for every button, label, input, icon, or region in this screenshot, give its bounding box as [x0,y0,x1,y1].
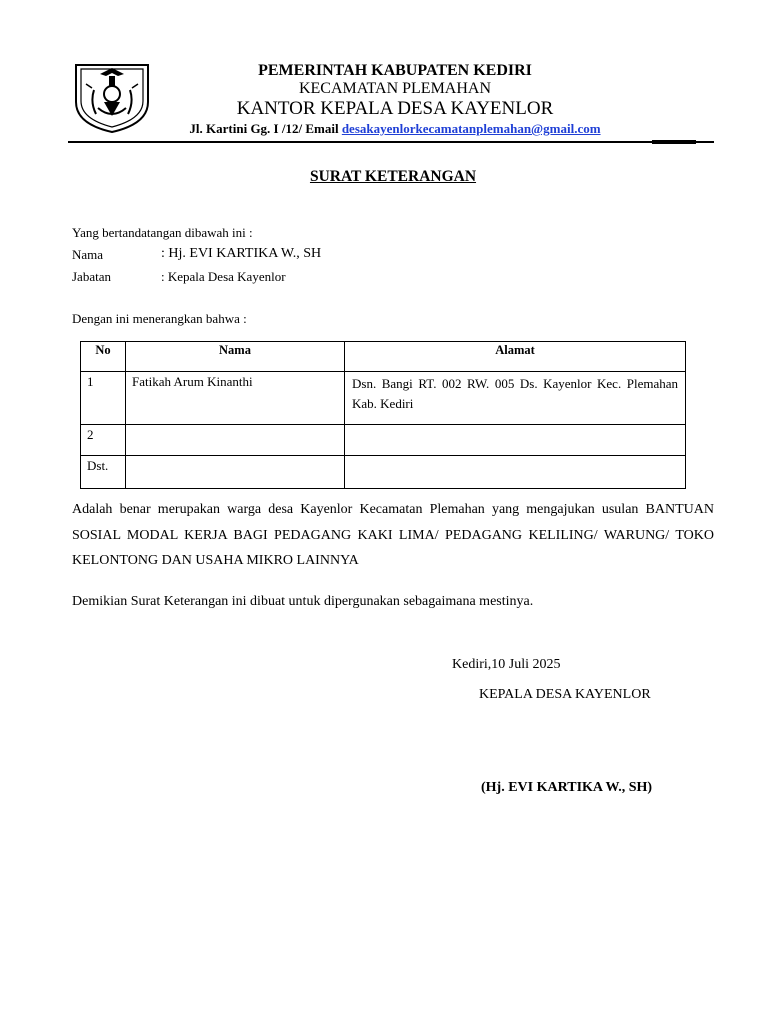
cell-nama [126,425,345,456]
cell-alamat [345,456,686,489]
signer-role: KEPALA DESA KAYENLOR [479,687,651,702]
intro-text: Yang bertandatangan dibawah ini : [72,225,253,240]
cell-no: 1 [81,372,126,425]
letterhead-address [150,121,640,137]
document-title: SURAT KETERANGAN [309,168,477,185]
header-divider-accent [652,140,696,144]
cell-nama: Fatikah Arum Kinanthi [126,372,345,425]
table-row [81,425,686,456]
field-value-nama: : Hj. EVI KARTIKA W., SH [161,246,322,261]
cell-no: Dst. [81,456,126,489]
header-divider [68,141,714,143]
signer-name: (Hj. EVI KARTIKA W., SH) [481,780,653,795]
cell-alamat [345,425,686,456]
email-link[interactable]: desakayenlorkecamatanplemahan@gmail.com [341,121,601,136]
cell-alamat: Dsn. Bangi RT. 002 RW. 005 Ds. Kayenlor Kec. Plemahan Kab. Kediri [345,372,686,425]
header-nama: Nama [126,342,345,372]
table-header-row [81,342,686,372]
cell-nama [126,456,345,489]
table-row [81,456,686,489]
letterhead-office: KANTOR KEPALA DESA KAYENLOR [236,98,554,119]
letterhead-district: KECAMATAN PLEMAHAN [298,80,492,97]
header-no: No [81,342,126,372]
cell-no: 2 [81,425,126,456]
header-alamat: Alamat [345,342,686,372]
kabupaten-emblem-icon [72,62,152,134]
table-row [81,372,686,425]
address-text: Jl. Kartini Gg. I /12/ Email [189,121,339,136]
body-paragraph: Adalah benar merupakan warga desa Kayenlor Kecamatan Plemahan yang mengajukan usulan BANTUAN SOSIAL MODAL KERJA BAGI PEDAGANG KAKI LIMA/ PEDAGANG KELILING/ WARUNG/ TOKO KELONTONG DAN USAHA MIKRO LAINNYA [72,502,714,568]
letterhead-government: PEMERINTAH KABUPATEN KEDIRI [258,62,532,79]
field-value-jabatan: : Kepala Desa Kayenlor [161,269,286,284]
field-label-nama: Nama [72,247,104,262]
field-label-jabatan: Jabatan [72,269,111,284]
place-date: Kediri,10 Juli 2025 [452,657,561,672]
resident-table [80,341,686,489]
closing-paragraph: Demikian Surat Keterangan ini dibuat untuk dipergunakan sebagaimana mestinya. [72,594,534,609]
statement-text: Dengan ini menerangkan bahwa : [72,311,247,326]
